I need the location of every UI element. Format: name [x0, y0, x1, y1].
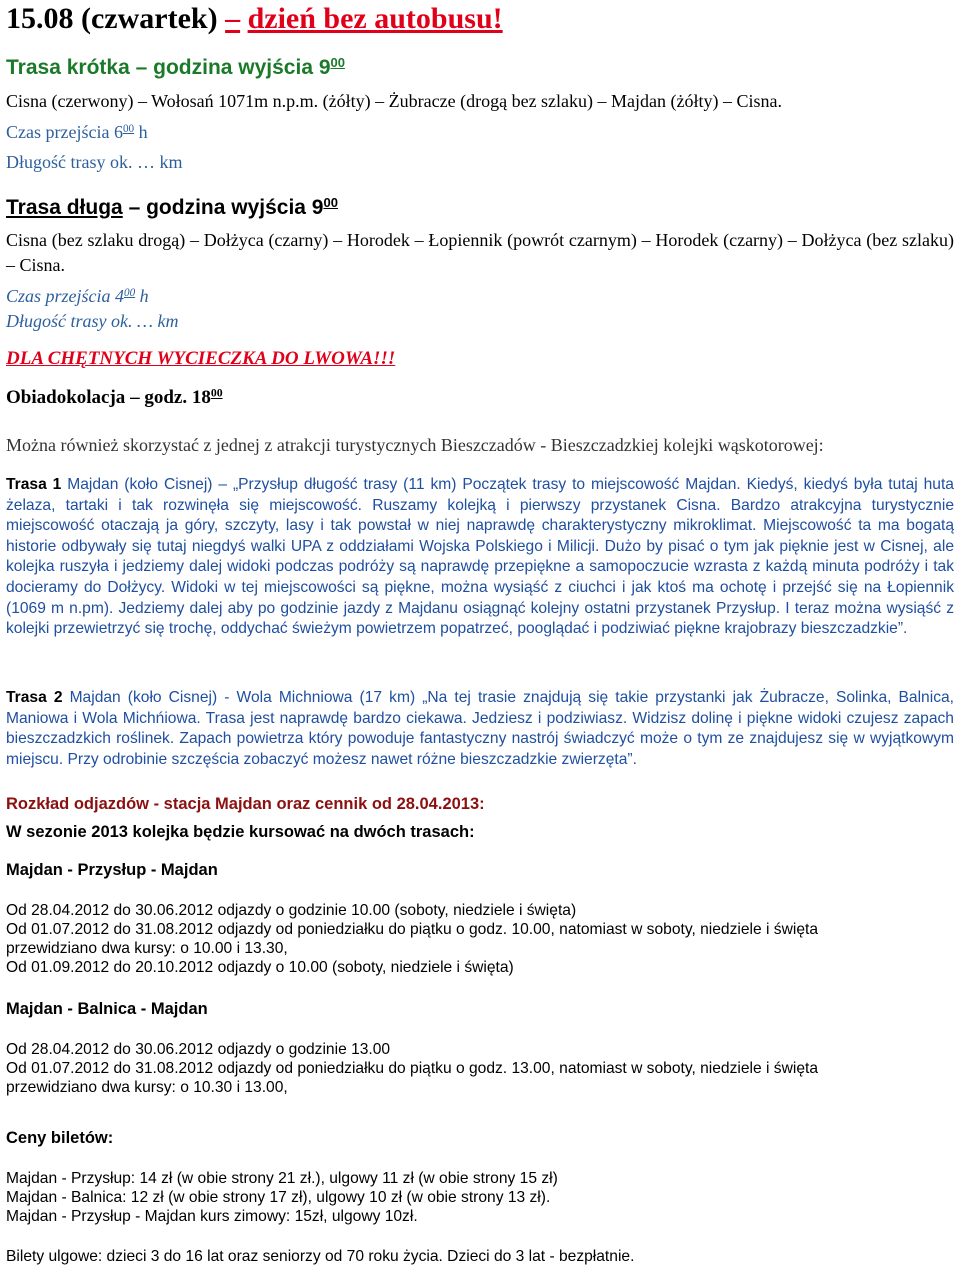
discount-info: Bilety ulgowe: dzieci 3 do 16 lat oraz seniorzy od 70 roku życia. Dzieci do 3 lat - bezpłatnie.: [6, 1248, 635, 1265]
short-route-dash: –: [135, 56, 148, 79]
price-list: [6, 1169, 954, 1226]
route-b-title: Majdan - Balnica - Majdan: [6, 1000, 208, 1018]
long-route-name: Trasa długa: [6, 196, 123, 219]
schedule-line: Od 01.09.2012 do 20.10.2012 odjazdy o 10.00 (soboty, niedziele i święta): [6, 959, 514, 976]
trasa-1-text: Majdan (koło Cisnej) – „Przysłup długość trasy (11 km) Początek trasy to miejscowość Majdan. Kiedyś, kiedyś była tutaj huta żelaza, tartaki i tak rozwinęła się miejscowość. Ruszamy kolejką i pierwszy przystanek Cisna. Bardzo atrakcyjna turystycznie miejscowość otaczają ja góry, szczyty, lasy i tak powstał w niej naprawdę charakterystyczny mikroklimat. Miejscowość ta ma bogatą historie odbywały się tutaj niegdyś walki UPA z oddziałami Wojska Polskiego i Milicji. Dużo by pisać o tym jak pięknie jest w Cisnej, ale kolejka ruszyła i jedziemy dalej widoki podczas podróży są naprawdę przepiękne a samopoczucie wzrasta z każdą minuta podróży i tak docieramy do Dołżycy. Widoki w tej miejscowości są piękne, można wysiąść z ciuchci i jak ktoś ma ochotę i przejść się na Łopiennik (1069 m n.pm). Jedziemy dalej aby po godzinie jazdy z Majdanu osiągnąć kolejny ostatni przystanek Przysłup. I teraz można wysiąść z kolejki przewietrzyć się trochę, oddychać świeżym powietrzem popatrzeć, pooglądać i podziwiać piękne krajobrazy bieszczadzkie”.: [6, 476, 954, 638]
schedule-title: Rozkład odjazdów - stacja Majdan oraz cennik od 28.04.2013:: [6, 795, 485, 813]
long-route-time: Czas przejścia $4^{00}$ h: [6, 286, 149, 306]
long-route-title: [6, 196, 954, 220]
price-line: Majdan - Balnica: 12 zł (w obie strony 17 zł), ulgowy 10 zł (w obie strony 13 zł).: [6, 1189, 551, 1206]
price-line: Majdan - Przysłup - Majdan kurs zimowy: 15zł, ulgowy 10zł.: [6, 1208, 418, 1225]
event-name: dzień bez autobusu!: [247, 2, 503, 35]
special-trip-notice: DLA CHĘTNYCH WYCIECZKA DO LWOWA!!!: [6, 348, 396, 369]
long-route-length: Długość trasy ok. … km: [6, 311, 179, 331]
trasa-1-paragraph: [6, 475, 954, 640]
short-route-time: Czas przejścia $6^{00}$ h: [6, 122, 148, 142]
short-route-departure: godzina wyjścia $9^{00}$: [153, 54, 346, 79]
trasa-1-label: Trasa 1: [6, 476, 62, 493]
season-heading: W sezonie 2013 kolejka będzie kursować na dwóch trasach:: [6, 823, 475, 841]
schedule-line: Od 01.07.2012 do 31.08.2012 odjazdy od poniedziałku do piątku o godz. 10.00, natomiast w soboty, niedziele i święta: [6, 921, 819, 938]
prices-title: Ceny biletów:: [6, 1129, 114, 1147]
short-route-description: Cisna (czerwony) – Wołosań 1071m n.p.m. (żółty) – Żubracze (drogą bez szlaku) – Majdan (żółty) – Cisna.: [6, 91, 782, 111]
trasa-2-paragraph: [6, 688, 954, 770]
long-route-dash: –: [128, 196, 141, 219]
short-route-title: [6, 56, 954, 80]
trasa-2-label: Trasa 2: [6, 689, 63, 706]
railway-intro: Można również skorzystać z jednej z atrakcji turystycznych Bieszczadów - Bieszczadzkiej kolejki wąskotorowej:: [6, 435, 824, 455]
long-route-description: Cisna (bez szlaku drogą) – Dołżyca (czarny) – Horodek – Łopiennik (powrót czarnym) – Horodek (czarny) – Dołżyca (bez szlaku) – Cisna.: [6, 230, 954, 275]
schedule-line: przewidziano dwa kursy: o 10.00 i 13.30,: [6, 940, 288, 957]
schedule-line: Od 28.04.2012 do 30.06.2012 odjazdy o godzinie 13.00: [6, 1041, 391, 1058]
schedule-line: Od 01.07.2012 do 31.08.2012 odjazdy od poniedziałku do piątku o godz. 13.00, natomiast w soboty, niedziele i święta: [6, 1060, 819, 1077]
short-route-length: Długość trasy ok. … km: [6, 152, 183, 172]
price-line: Majdan - Przysłup: 14 zł (w obie strony 21 zł.), ulgowy 11 zł (w obie strony 15 zł): [6, 1170, 558, 1187]
route-b-schedule: [6, 1040, 954, 1097]
short-route-name: Trasa krótka: [6, 56, 130, 79]
route-a-schedule: [6, 901, 954, 977]
trasa-2-text: Majdan (koło Cisnej) - Wola Michniowa (17 km) „Na tej trasie znajdują się takie przystanki jak Żubracze, Solinka, Balnica, Maniowa i Wola Michńiowa. Trasa jest naprawdę bardzo ciekawa. Jedziesz i podziwiasz. Widzisz dolinę i piękne widoki czujesz zapach bieszczadzkich roślinek. Zapach powietrza który powoduje fantastyczny nastrój świadczyć może o tym ze znajdujesz się w wyjątkowym miejscu. Przy odrobinie szczęścia zobaczyć możesz nawet różne bieszczadzkie zwierzęta”.: [6, 689, 954, 768]
schedule-line: Od 28.04.2012 do 30.06.2012 odjazdy o godzinie 10.00 (soboty, niedziele i święta): [6, 902, 577, 919]
long-route-departure: godzina wyjścia $9^{00}$: [146, 194, 338, 219]
route-a-title: Majdan - Przysłup - Majdan: [6, 861, 218, 879]
page-title: [6, 2, 954, 36]
title-dash: –: [225, 2, 241, 35]
event-date: 15.08 (czwartek): [6, 2, 218, 35]
schedule-line: przewidziano dwa kursy: o 10.30 i 13.00,: [6, 1079, 288, 1096]
dinner-info: Obiadokolacja – godz. $18^{00}$: [6, 386, 223, 408]
